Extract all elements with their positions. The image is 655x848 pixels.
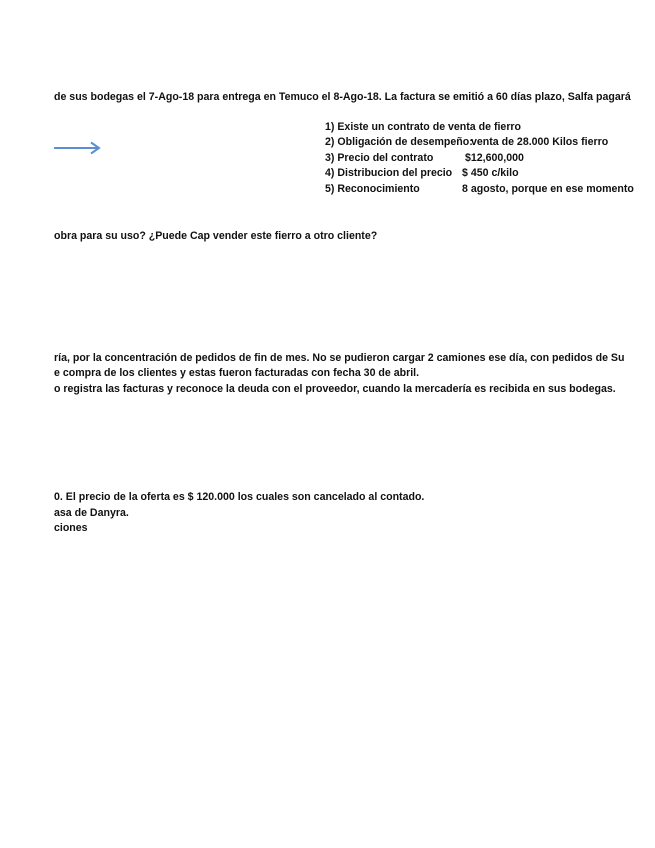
paragraph-4b-clip [54, 507, 595, 521]
paragraph-4-line-1: 0. El precio de la oferta es $ 120.000 los cuales son cancelado al contado. [54, 491, 425, 503]
question-line: obra para su uso? ¿Puede Cap vender este fierro a otro cliente? [54, 230, 378, 242]
paragraph-1: de sus bodegas el 7-Ago-18 para entrega en Temuco el 8-Ago-18. La factura se emitió a 60 días plazo, Salfa pagará [54, 91, 631, 103]
paragraph-4-clip [54, 491, 595, 505]
paragraph-4-line-3: ciones [54, 522, 88, 534]
paragraph-3-line-1: ría, por la concentración de pedidos de fin de mes. No se pudieron cargar 2 camiones ese día, con pedidos de Su [54, 352, 625, 364]
step-4-value: $ 450 c/kilo [462, 167, 519, 179]
paragraph-3b-clip [54, 367, 595, 381]
step-4-label: 4) Distribucion del precio [325, 167, 453, 179]
arrow-right-icon [54, 141, 102, 155]
step-1-label: 1) Existe un contrato de venta de fierro [325, 121, 522, 133]
paragraph-4c-clip [54, 522, 595, 536]
question-clip [54, 230, 595, 244]
step-5-label: 5) Reconocimiento [325, 183, 420, 195]
paragraph-3-clip [54, 352, 625, 366]
paragraph-1-clip [54, 91, 631, 105]
paragraph-3c-clip [54, 383, 616, 397]
steps-list [325, 121, 634, 201]
step-3-value: $12,600,000 [465, 152, 524, 164]
step-2-value: venta de 28.000 Kilos fierro [471, 136, 609, 148]
paragraph-3-line-3: o registra las facturas y reconoce la deuda con el proveedor, cuando la mercadería es recibida en sus bodegas. [54, 383, 616, 395]
step-3-label: 3) Precio del contrato [325, 152, 434, 164]
paragraph-3-line-2: e compra de los clientes y estas fueron facturadas con fecha 30 de abril. [54, 367, 420, 379]
step-5-value: 8 agosto, porque en ese momento [462, 183, 634, 195]
paragraph-4-line-2: asa de Danyra. [54, 507, 129, 519]
step-2-label: 2) Obligación de desempeño: [325, 136, 473, 148]
